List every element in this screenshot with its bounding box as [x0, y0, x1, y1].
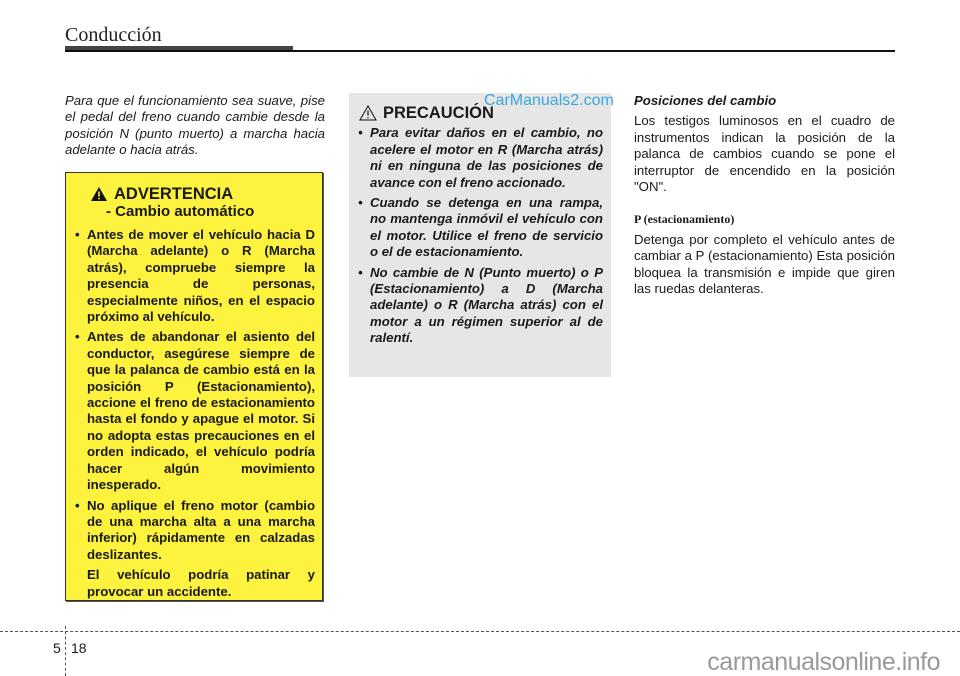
page-number: 18 — [71, 640, 87, 656]
shift-positions-text: Los testigos luminosos en el cuadro de instrumentos indican la posición de la palanca de cambios cuando se pone el interruptor de encendido en la posición "ON". — [634, 113, 895, 195]
intro-text: Para que el funcionamiento sea suave, pise el pedal del freno cuando cambie desde la posición N (punto muerto) a marcha hacia adelante o hacia atrás. — [65, 93, 325, 158]
caution-heading: PRECAUCIÓN — [359, 105, 603, 121]
shift-positions-heading: Posiciones del cambio — [634, 93, 777, 108]
footer-divider — [65, 626, 66, 676]
caution-item: • Para evitar daños en el cambio, no acelere el motor en R (Marcha atrás) ni en ninguna de las posiciones de avance con el freno accionado. — [357, 125, 603, 191]
caution-box — [349, 93, 611, 377]
warning-box — [65, 172, 323, 601]
warning-note: El vehículo podría patinar y provocar un accidente. — [87, 567, 315, 599]
caution-triangle-icon — [359, 105, 377, 121]
park-text: Detenga por completo el vehículo antes de cambiar a P (estacionamiento) Esta posición bloquea la transmisión e impide que giren las ruedas delanteras. — [634, 231, 895, 297]
warning-subtitle: - Cambio automático — [106, 203, 255, 220]
right-column — [634, 93, 895, 307]
footer-rule — [0, 631, 960, 632]
watermark-bottom: carmanualsonline.info — [707, 648, 940, 676]
caution-item: • No cambie de N (Punto muerto) o P (Estacionamiento) a D (Marcha adelante) o R (Marcha atrás) con el motor a un régimen superior al de ralentí. — [357, 265, 603, 347]
warning-heading: ADVERTENCIA — [90, 185, 315, 203]
header-rule — [65, 50, 895, 52]
warning-item: • Antes de abandonar el asiento del conductor, asegúrese siempre de que la palanca de cambio está en la posición P (Estacionamiento), accione el freno de estacionamiento hasta el fondo y apague el motor. Si no adopta estas precauciones en el orden indicado, el vehículo podría hacer algún movimiento inesperado. — [74, 329, 315, 493]
warning-item: • No aplique el freno motor (cambio de una marcha alta a una marcha inferior) rápidamente en calzadas deslizantes. — [74, 498, 315, 564]
warning-triangle-icon — [90, 186, 108, 202]
warning-item: • Antes de mover el vehículo hacia D (Marcha adelante) o R (Marcha atrás), compruebe siempre la presencia de personas, especialmente niños, en el espacio próximo al vehículo. — [74, 227, 315, 325]
watermark-top: CarManuals2.com — [484, 92, 614, 109]
section-title: Conducción — [65, 24, 162, 46]
caution-item: • Cuando se detenga en una rampa, no mantenga inmóvil el vehículo con el motor. Utilice el freno de servicio o el de estacionamiento. — [357, 195, 603, 261]
chapter-number: 5 — [53, 640, 61, 656]
park-subheading: P (estacionamiento) — [634, 212, 735, 227]
